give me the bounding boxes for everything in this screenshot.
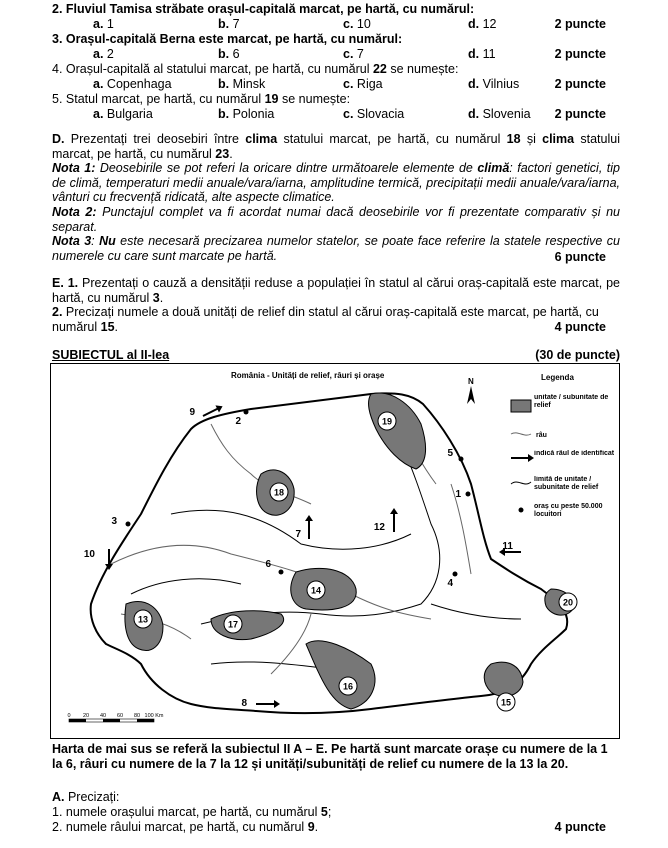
city-dot-2 (244, 410, 249, 415)
scale-label: 0 (67, 713, 71, 719)
subject-2-title: SUBIECTUL al II-lea (52, 348, 170, 362)
relief-19 (369, 393, 426, 469)
legend-limit-label: limită de unitate / subunitate de relief (534, 476, 599, 491)
river-arrowhead-12 (390, 508, 398, 514)
river-arrow-9 (203, 408, 219, 416)
legend-river-swatch (511, 433, 531, 435)
q2-points: 2 puncte (554, 17, 606, 31)
section-d-points: 6 puncte (554, 250, 606, 264)
relief-label-19: 19 (381, 416, 393, 427)
subject-2-points: (30 de puncte) (535, 348, 620, 362)
north-label: N (468, 377, 474, 386)
river-label-12: 12 (373, 522, 385, 533)
romania-map (50, 363, 620, 739)
q5-text: 5. Statul marcat, pe hartă, cu numărul 19 se numește: (52, 92, 351, 106)
q4-text: 4. Orașul-capitală al statului marcat, pe hartă, cu numărul 22 se numește: (52, 62, 459, 76)
legend (511, 373, 619, 525)
city-label-3: 3 (111, 516, 117, 527)
q4-option-c: c. Riga (343, 77, 383, 91)
river-arrowhead-7 (305, 515, 313, 521)
legend-city-label: oraș cu peste 50.000 locuitori (534, 503, 603, 518)
q5-option-b: b. Polonia (218, 107, 275, 121)
scale-bar (67, 713, 163, 722)
q3-option-a: a. 2 (93, 47, 114, 61)
section-e: E. 1. Prezentați o cauză a densității reduse a populației în statul al cărui oraș-capitală este marcat, pe hartă, cu numărul 3. 2. Precizați numele a două unități de relief din statul al cărui oraș-capitală este marcat, pe hartă, cu numărul 15. (52, 276, 620, 334)
scale-label: 20 (82, 713, 90, 719)
relief-16 (306, 641, 375, 709)
section-d: D. Prezentați trei deosebiri între clima statului marcat, pe hartă, cu numărul 18 și clima statului marcat, pe hartă, cu numărul 23. Nota 1: Deosebirile se pot referi la oricare dintre următoarele elemente de climă: factori genetici, tip de climă, temperaturi medii anuale/vara/iarna, amplitudine termică, precipitații medii anuale/vara/iarna, vânturi cu frecvență ridicată, alte aspecte climatice. Nota 2: Punctajul complet va fi acordat numai dacă deosebirile vor fi prezentate comparativ și nu separat. Nota 3: Nu este necesară precizarea numelor statelor, se poate face referire la statele respective cu numerele cu care sunt marcate pe hartă. (52, 132, 621, 263)
relief-label-20: 20 (562, 597, 574, 608)
q3-points: 2 puncte (554, 47, 606, 61)
legend-city-dot (519, 508, 524, 513)
legend-limit-swatch (511, 482, 531, 484)
relief-15 (484, 662, 523, 696)
legend-relief-label: unitate / subunitate de relief (534, 394, 609, 409)
q5-option-c: c. Slovacia (343, 107, 405, 121)
relief-label-16: 16 (342, 681, 354, 692)
relief-17 (211, 611, 284, 640)
city-dot-6 (279, 570, 284, 575)
q3-text: 3. Orașul-capitală Berna este marcat, pe hartă, cu numărul: (52, 32, 403, 46)
q2-text: 2. Fluviul Tamisa străbate orașul-capitală marcat, pe hartă, cu numărul: (52, 2, 475, 16)
section-a-item1: 1. numele orașului marcat, pe hartă, cu numărul 5; (52, 805, 332, 819)
map-caption: Harta de mai sus se referă la subiectul II A – E. Pe hartă sunt marcate orașe cu numere de la 1 la 6, râuri cu numere de la 7 la 12 și unități/subunități de relief cu numere de la 13 la 20. (52, 742, 608, 771)
q4-points: 2 puncte (554, 77, 606, 91)
river-label-11: 11 (502, 541, 513, 552)
section-e-points: 4 puncte (554, 320, 606, 334)
city-dot-1 (466, 492, 471, 497)
legend-arrow-label: indică râul de identificat (534, 450, 615, 457)
relief-label-15: 15 (500, 697, 512, 708)
relief-label-13: 13 (137, 614, 149, 625)
q4-option-b: b. Minsk (218, 77, 266, 91)
city-label-1: 1 (455, 489, 461, 500)
city-label-2: 2 (235, 416, 241, 427)
q2-option-b: b. 7 (218, 17, 240, 31)
river-label-9: 9 (189, 407, 195, 418)
relief-label-14: 14 (310, 585, 322, 596)
map-title: România - Unități de relief, râuri și orașe (231, 371, 385, 380)
river-label-10: 10 (83, 549, 95, 560)
legend-relief-swatch (511, 400, 531, 412)
river-label-8: 8 (241, 698, 247, 709)
q2-option-d: d. 12 (468, 17, 497, 31)
city-dot-4 (453, 572, 458, 577)
relief-label-17: 17 (227, 619, 239, 630)
legend-title: Legenda (541, 373, 574, 382)
north-arrow-icon (467, 386, 475, 404)
section-a-points: 4 puncte (554, 820, 606, 834)
q5-points: 2 puncte (554, 107, 606, 121)
q5-option-d: d. Slovenia (468, 107, 531, 121)
scale-label: 80 (133, 713, 141, 719)
scale-label: 60 (116, 713, 124, 719)
relief-label-18: 18 (273, 487, 285, 498)
scale-label: 100 Km (144, 713, 164, 719)
q3-option-c: c. 7 (343, 47, 364, 61)
q5-option-a: a. Bulgaria (93, 107, 153, 121)
q3-option-d: d. 11 (468, 47, 496, 61)
river-label-7: 7 (295, 529, 301, 540)
city-dot-3 (126, 522, 131, 527)
city-label-5: 5 (447, 448, 453, 459)
river-arrowhead-8 (274, 700, 280, 708)
section-a-item2: 2. numele râului marcat, pe hartă, cu numărul 9. (52, 820, 319, 834)
q4-option-d: d. Vilnius (468, 77, 520, 91)
scale-label: 40 (99, 713, 107, 719)
city-label-6: 6 (265, 559, 271, 570)
section-a-title: A. Precizați: (52, 790, 120, 804)
river-line (111, 545, 431, 619)
q3-option-b: b. 6 (218, 47, 240, 61)
q2-option-c: c. 10 (343, 17, 371, 31)
q2-option-a: a. 1 (93, 17, 114, 31)
legend-river-label: râu (536, 432, 547, 439)
q4-option-a: a. Copenhaga (93, 77, 172, 91)
city-label-4: 4 (447, 578, 453, 589)
city-dot-5 (459, 457, 464, 462)
